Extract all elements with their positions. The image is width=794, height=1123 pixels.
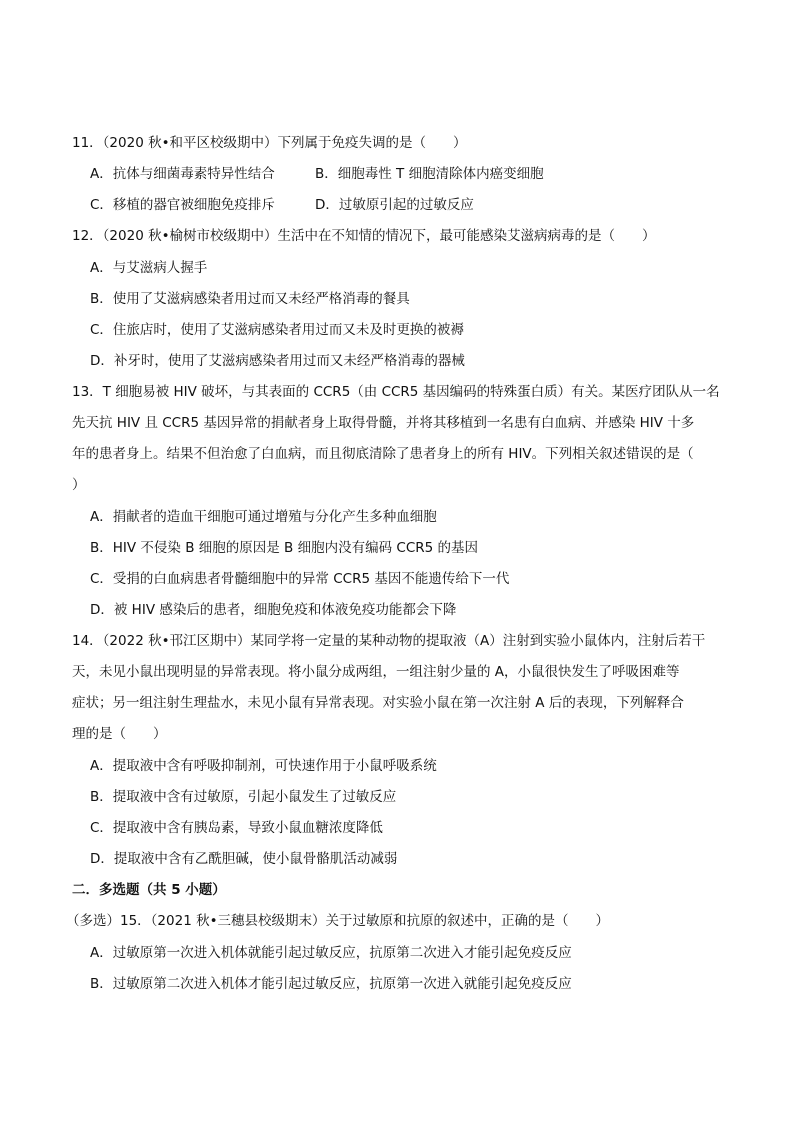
question-11-option-b: B．细胞毒性 T 细胞清除体内癌变细胞: [315, 166, 544, 182]
question-11-stem: 11．（2020 秋•和平区校级期中）下列属于免疫失调的是（ ）: [72, 135, 467, 151]
question-14-option-b: B．提取液中含有过敏原，引起小鼠发生了过敏反应: [90, 789, 397, 805]
question-14-stem-line-1: 14．（2022 秋•邗江区期中）某同学将一定量的某种动物的提取液（A）注射到实验小鼠体内，注射后若干: [72, 633, 706, 649]
question-11-option-a: A．抗体与细菌毒素特异性结合: [90, 166, 275, 182]
question-12-option-a: A．与艾滋病人握手: [90, 260, 208, 276]
question-13-option-a: A．捐献者的造血干细胞可通过增殖与分化产生多种血细胞: [90, 509, 437, 525]
question-13-stem-line-1: 13．T 细胞易被 HIV 破坏，与其表面的 CCR5（由 CCR5 基因编码的特殊蛋白质）有关。某医疗团队从一名: [72, 384, 720, 400]
question-14-stem-line-2: 天，未见小鼠出现明显的异常表现。将小鼠分成两组，一组注射少量的 A，小鼠很快发生了呼吸困难等: [72, 664, 680, 680]
question-14-option-d: D．提取液中含有乙酰胆碱，使小鼠骨骼肌活动减弱: [90, 851, 398, 867]
question-13-stem-line-4: ）: [72, 477, 86, 493]
question-11-option-c: C．移植的器官被细胞免疫排斥: [90, 197, 275, 213]
question-12-option-d: D．补牙时，使用了艾滋病感染者用过而又未经严格消毒的器械: [90, 353, 465, 369]
question-15-option-b: B．过敏原第二次进入机体才能引起过敏反应，抗原第一次进入就能引起免疫反应: [90, 976, 572, 992]
question-14-option-a: A．提取液中含有呼吸抑制剂，可快速作用于小鼠呼吸系统: [90, 758, 437, 774]
question-12-stem: 12．（2020 秋•榆树市校级期中）生活中在不知情的情况下，最可能感染艾滋病病毒的是（ ）: [72, 228, 656, 244]
question-13-option-c: C．受捐的白血病患者骨髓细胞中的异常 CCR5 基因不能遗传给下一代: [90, 571, 510, 587]
question-15-stem: （多选）15．（2021 秋•三穗县校级期末）关于过敏原和抗原的叙述中，正确的是（ ）: [66, 913, 610, 929]
question-14-stem-line-4: 理的是（ ）: [72, 726, 167, 742]
question-12-option-c: C．住旅店时，使用了艾滋病感染者用过而又未及时更换的被褥: [90, 322, 464, 338]
section-heading-multiple-choice: 二．多选题（共 5 小题）: [72, 882, 226, 898]
question-14-option-c: C．提取液中含有胰岛素，导致小鼠血糖浓度降低: [90, 820, 383, 836]
question-13-option-d: D．被 HIV 感染后的患者，细胞免疫和体液免疫功能都会下降: [90, 602, 457, 618]
question-12-option-b: B．使用了艾滋病感染者用过而又未经严格消毒的餐具: [90, 291, 410, 307]
question-13-stem-line-2: 先天抗 HIV 且 CCR5 基因异常的捐献者身上取得骨髓，并将其移植到一名患有白血病、并感染 HIV 十多: [72, 415, 695, 431]
question-13-option-b: B．HIV 不侵染 B 细胞的原因是 B 细胞内没有编码 CCR5 的基因: [90, 540, 479, 556]
question-14-stem-line-3: 症状；另一组注射生理盐水，未见小鼠有异常表现。对实验小鼠在第一次注射 A 后的表现，下列解释合: [72, 695, 684, 711]
question-13-stem-line-3: 年的患者身上。结果不但治愈了白血病，而且彻底清除了患者身上的所有 HIV。下列相关叙述错误的是（: [72, 446, 694, 462]
question-15-option-a: A．过敏原第一次进入机体就能引起过敏反应，抗原第二次进入才能引起免疫反应: [90, 945, 572, 961]
question-11-option-d: D．过敏原引起的过敏反应: [315, 197, 474, 213]
